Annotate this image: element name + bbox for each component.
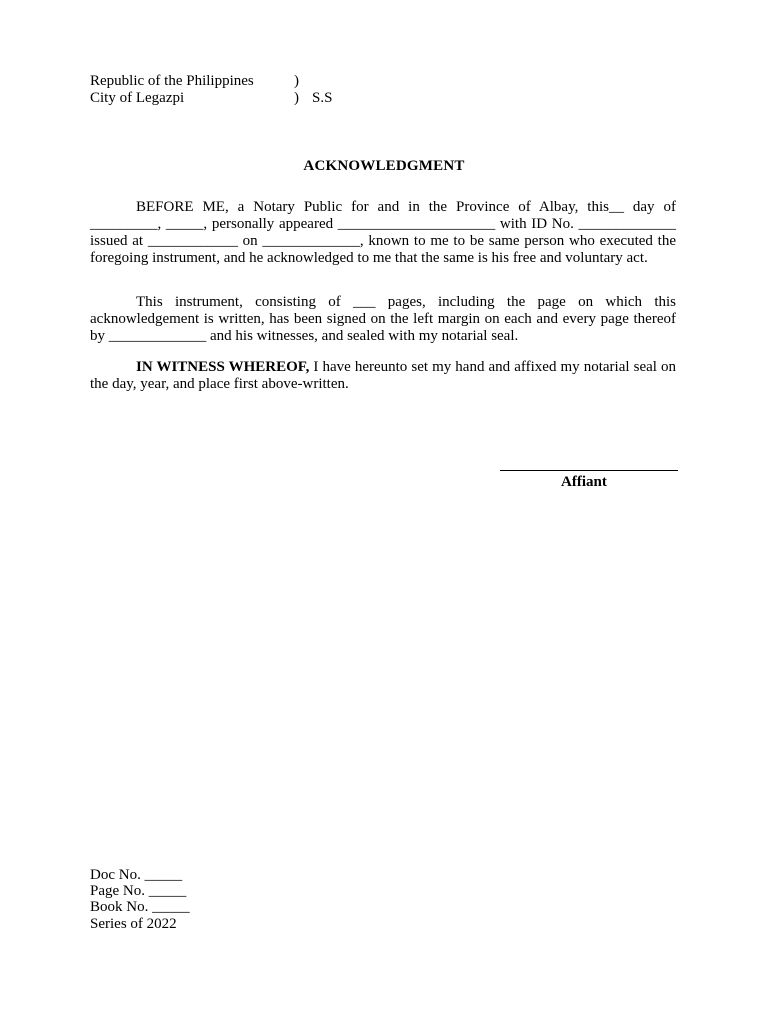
book-no: Book No. _____	[90, 899, 190, 915]
venue-paren-1: )	[294, 73, 299, 89]
signature-line	[500, 458, 678, 471]
title-text: ACKNOWLEDGMENT	[303, 158, 465, 174]
venue-city: City of Legazpi	[90, 90, 185, 106]
paragraph-instrument: This instrument, consisting of ___ pages, including the page on which this acknowledgement is written, has been signed on the left margin on each and every page thereof by _____________ and his witnesses, and sealed with my notarial seal.	[90, 294, 676, 344]
document-title	[0, 158, 768, 175]
venue-country: Republic of the Philippines	[90, 73, 254, 89]
page-no: Page No. _____	[90, 883, 187, 899]
doc-no: Doc No. _____	[90, 867, 183, 883]
witness-text: I have hereunto set my hand and affixed my notarial seal on the day, year, and place first above-written.	[90, 359, 676, 392]
witness-heading: IN WITNESS WHEREOF,	[136, 359, 310, 375]
paragraph-witness	[90, 359, 676, 393]
paragraph-before-me: BEFORE ME, a Notary Public for and in the Province of Albay, this__ day of _________, _____, personally appeared _____________________ with ID No. _____________ issued at ____________ on _____________, known to me to be same person who executed the foregoing instrument, and he acknowledged to me that the same is his free and voluntary act.	[90, 199, 676, 266]
affiant-label: Affiant	[561, 474, 607, 490]
venue-ss: S.S	[312, 90, 333, 106]
series: Series of 2022	[90, 916, 177, 932]
venue-paren-2: )	[294, 90, 299, 106]
